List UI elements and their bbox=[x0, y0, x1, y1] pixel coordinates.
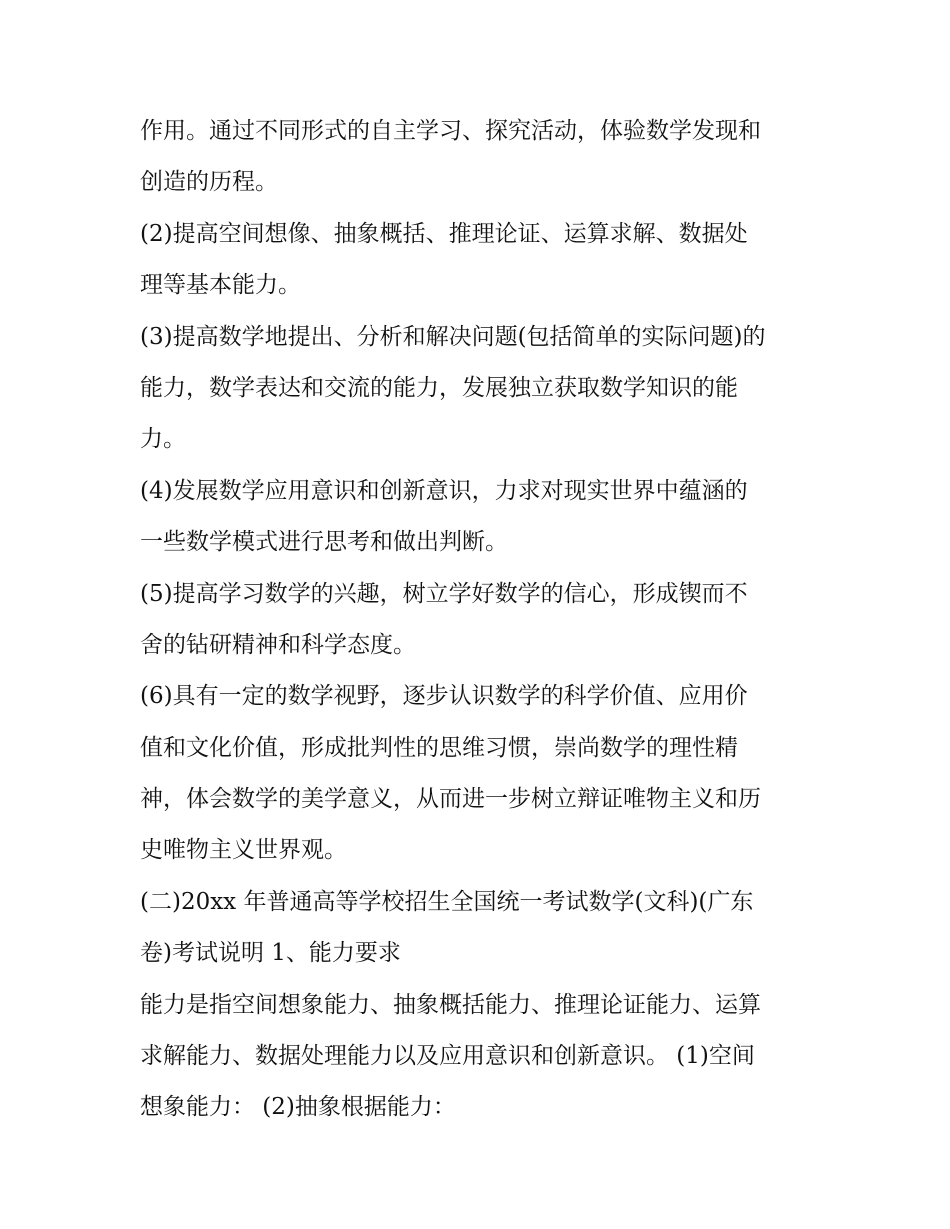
text-line: (4)发展数学应用意识和创新意识，力求对现实世界中蕴涵的 bbox=[140, 477, 748, 504]
text-line: 一些数学模式进行思考和做出判断。 bbox=[140, 529, 508, 556]
text-line: 值和文化价值，形成批判性的思维习惯，崇尚数学的理性精 bbox=[140, 734, 738, 761]
document-body bbox=[140, 106, 820, 1134]
text-line: 史唯物主义世界观。 bbox=[140, 837, 347, 864]
text-line: (5)提高学习数学的兴趣，树立学好数学的信心，形成锲而不 bbox=[140, 580, 748, 607]
text-line: 力。 bbox=[140, 426, 186, 453]
text-line: 求解能力、数据处理能力以及应用意识和创新意识。 (1)空间 bbox=[140, 1043, 755, 1070]
text-line: 作用。通过不同形式的自主学习、探究活动，体验数学发现和 bbox=[140, 118, 761, 144]
text-line: (2)提高空间想像、抽象概括、推理论证、运算求解、数据处 bbox=[140, 220, 748, 247]
text-line: (3)提高数学地提出、分析和解决问题(包括简单的实际问题)的 bbox=[140, 323, 766, 350]
text-line: (6)具有一定的数学视野，逐步认识数学的科学价值、应用价 bbox=[140, 683, 748, 710]
text-line: 卷)考试说明 1、能力要求 bbox=[140, 940, 401, 967]
text-line: 想象能力： (2)抽象根据能力： bbox=[140, 1094, 456, 1121]
text-line: 能力是指空间想象能力、抽象概括能力、推理论证能力、运算 bbox=[140, 991, 761, 1018]
text-line: (二)20xx 年普通高等学校招生全国统一考试数学(文科)(广东 bbox=[140, 888, 754, 915]
text-line: 神，体会数学的美学意义，从而进一步树立辩证唯物主义和历 bbox=[140, 786, 761, 813]
text-line: 能力，数学表达和交流的能力，发展独立获取数学知识的能 bbox=[140, 374, 738, 401]
text-line: 创造的历程。 bbox=[140, 169, 278, 196]
text-line: 理等基本能力。 bbox=[140, 272, 301, 299]
text-line: 舍的钻研精神和科学态度。 bbox=[140, 631, 416, 658]
